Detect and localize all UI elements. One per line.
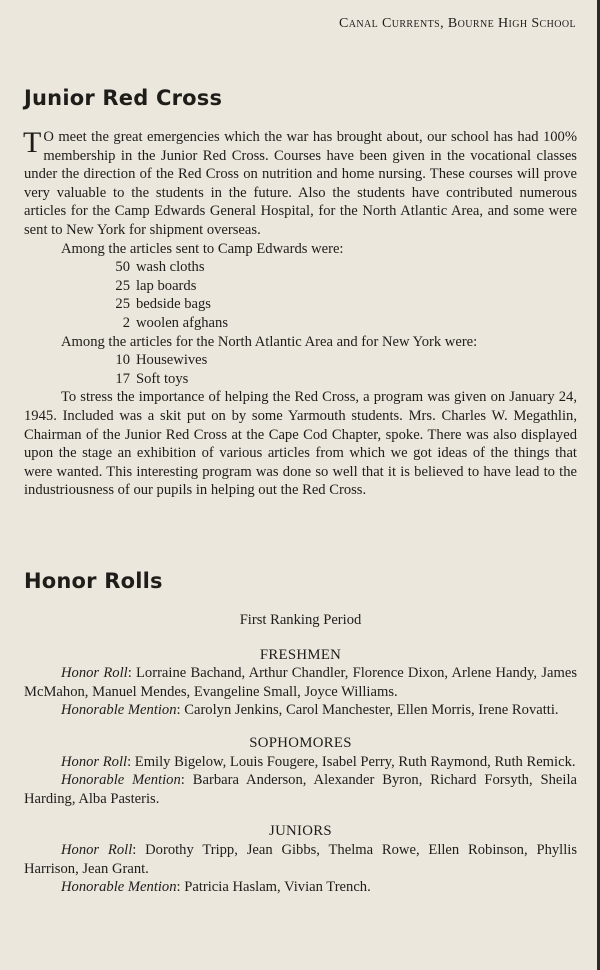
running-header: Canal Currents, Bourne High School [338, 16, 576, 31]
honor-roll-names: Lorraine Bachand, Arthur Chandler, Florence Dixon, Arlene Handy, James McMahon, Manuel Mendes, Evangeline Small, Joyce Williams. [24, 665, 578, 700]
north-atlantic-intro: Among the articles for the North Atlantic Area and for New York were: [61, 333, 478, 350]
item-quantity: 17 [115, 370, 130, 387]
honorable-mention-names: Barbara Anderson, Alexander Byron, Richard Forsyth, Sheila Harding, Alba Pasteris. [24, 772, 577, 807]
junior-red-cross-section [24, 128, 577, 500]
honor-roll-names: Dorothy Tripp, Jean Gibbs, Thelma Rowe, Ellen Robinson, Phyllis Harrison, Jean Grant. [24, 841, 577, 877]
honor-roll-label: Honor Roll [61, 665, 128, 682]
list-item [24, 314, 577, 333]
class-name: FRESHMEN [259, 646, 342, 663]
item-name: wash cloths [136, 259, 205, 276]
honorable-mention-entry: Honorable Mention: Patricia Haslam, Vivian Trench. [61, 879, 371, 896]
item-name: lap boards [136, 277, 197, 294]
list-item [24, 295, 577, 314]
intro-text: O meet the great emergencies which the war has brought about, our school has had 100% membership in the Junior Red Cross. Courses have been given in the vocational classes under the direction of the Red Cross on nutrition and home nursing. These courses will prove very valuable to the students in the future. Also the students have contributed numerous articles for the Camp Edwards General Hospital, for the North Atlantic Area, and some were sent to New York for shipment overseas. [24, 129, 577, 238]
honorable-mention-names: Patricia Haslam, Vivian Trench. [184, 879, 371, 896]
camp-edwards-list [24, 258, 577, 332]
class-block-sophomores [24, 734, 577, 808]
north-atlantic-list [24, 351, 577, 388]
honor-roll-entry: Honor Roll: Emily Bigelow, Louis Fougere, Isabel Perry, Ruth Raymond, Ruth Remick. [61, 753, 576, 770]
item-quantity: 50 [115, 259, 130, 276]
honor-rolls-heading: Honor Rolls [24, 569, 163, 593]
item-quantity: 10 [115, 352, 130, 369]
honor-roll-entry: Honor Roll: Lorraine Bachand, Arthur Chandler, Florence Dixon, Arlene Handy, James McMahon, Manuel Mendes, Evangeline Small, Joyce Williams. [24, 665, 578, 700]
honor-roll-entry: Honor Roll: Dorothy Tripp, Jean Gibbs, Thelma Rowe, Ellen Robinson, Phyllis Harrison, Jean Grant. [24, 841, 577, 877]
junior-red-cross-heading: Junior Red Cross [24, 86, 223, 110]
honorable-mention-names: Carolyn Jenkins, Carol Manchester, Ellen Morris, Irene Rovatti. [184, 702, 559, 719]
ranking-period: First Ranking Period [239, 612, 362, 628]
honorable-mention-label: Honorable Mention [61, 702, 177, 719]
item-name: bedside bags [136, 296, 211, 313]
list-item [24, 277, 577, 296]
item-name: woolen afghans [136, 314, 228, 331]
list-item [24, 351, 577, 370]
program-paragraph: To stress the importance of helping the Red Cross, a program was given on January 24, 1945. Included was a skit put on by some Yarmouth students. Mrs. Charles W. Megathlin, Chairman of the Junior Red Cross at the Cape Cod Chapter, spoke. There was also displayed upon the stage an exhibition of various articles from which we got ideas of the things that were wanted. This interesting program was done so well that it is believed to have lead to the industriousness of our pupils in helping out the Red Cross. [24, 389, 577, 499]
honor-roll-label: Honor Roll [61, 841, 133, 858]
class-name: JUNIORS [269, 823, 332, 840]
class-block-juniors [24, 822, 577, 896]
class-block-freshmen [24, 646, 577, 720]
drop-cap: T [23, 126, 42, 159]
item-quantity: 25 [115, 277, 130, 294]
honor-rolls-section [24, 611, 577, 897]
list-item [24, 370, 577, 389]
honorable-mention-label: Honorable Mention [61, 879, 177, 896]
honorable-mention-entry: Honorable Mention: Barbara Anderson, Alexander Byron, Richard Forsyth, Sheila Harding, Alba Pasteris. [24, 772, 577, 807]
item-quantity: 25 [115, 296, 130, 313]
class-name: SOPHOMORES [249, 734, 352, 751]
honor-roll-label: Honor Roll [61, 753, 128, 770]
item-name: Housewives [136, 352, 208, 369]
honorable-mention-label: Honorable Mention [61, 772, 181, 789]
item-quantity: 2 [122, 314, 130, 331]
honor-roll-names: Emily Bigelow, Louis Fougere, Isabel Perry, Ruth Raymond, Ruth Remick. [134, 753, 576, 770]
camp-edwards-intro: Among the articles sent to Camp Edwards were: [61, 240, 344, 257]
intro-paragraph [24, 128, 577, 240]
honorable-mention-entry: Honorable Mention: Carolyn Jenkins, Carol Manchester, Ellen Morris, Irene Rovatti. [61, 702, 559, 719]
list-item [24, 258, 577, 277]
item-name: Soft toys [136, 370, 189, 387]
